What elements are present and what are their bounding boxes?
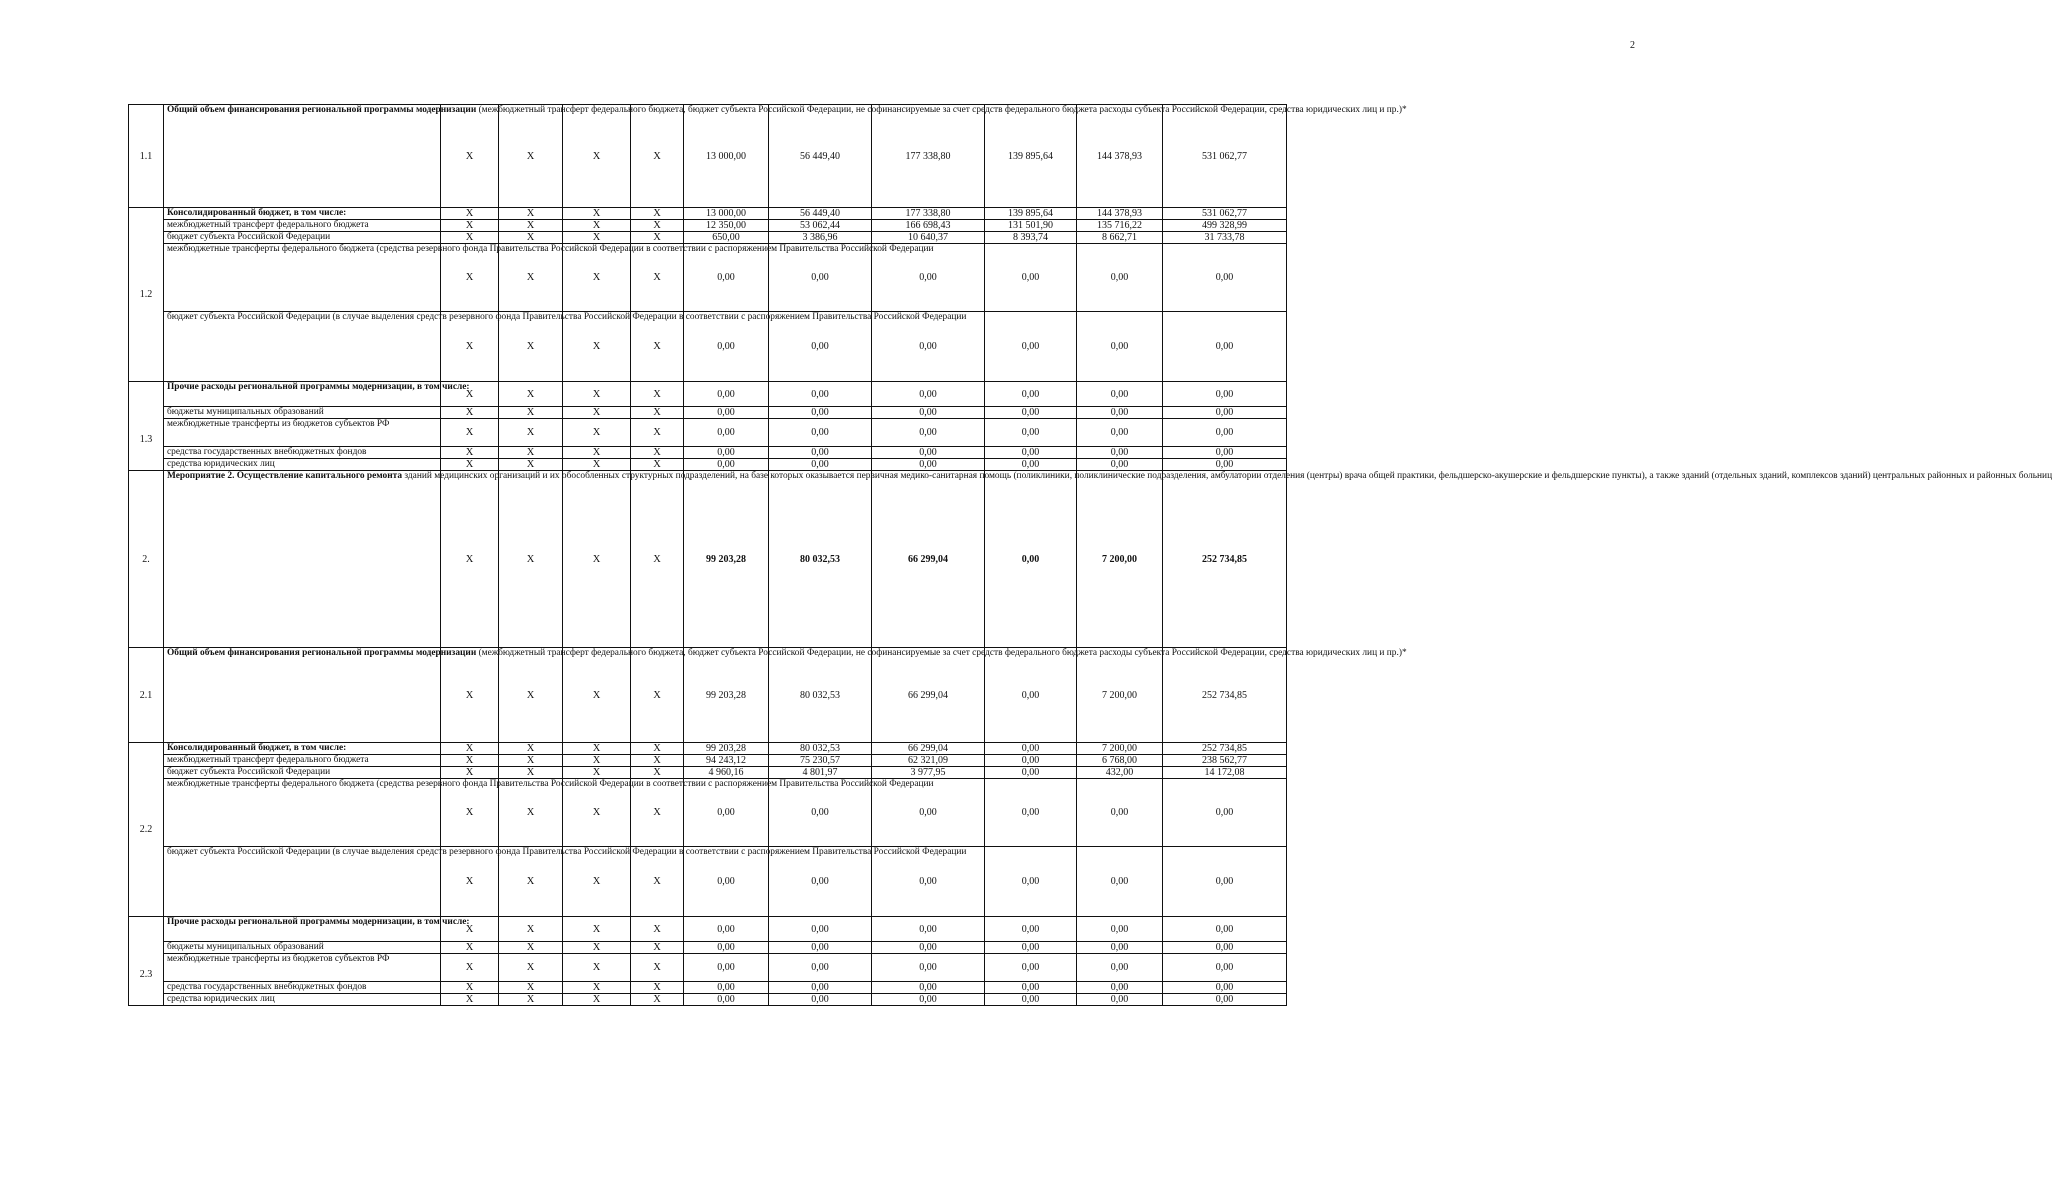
cell-x: X [631, 244, 684, 312]
table-row [129, 208, 1287, 220]
row-description: бюджет субъекта Российской Федерации (в случае выделения средств резервного фонда Правительства Российской Федерации в соответствии с распоряжением Правительства Российской Федерации [164, 312, 441, 382]
cell-x: X [499, 459, 563, 471]
cell-value: 0,00 [769, 982, 872, 994]
cell-value: 0,00 [872, 447, 985, 459]
cell-value: 0,00 [985, 382, 1077, 407]
cell-x: X [563, 942, 631, 954]
cell-x: X [441, 648, 499, 743]
cell-value: 0,00 [872, 244, 985, 312]
cell-x: X [499, 994, 563, 1006]
cell-x: X [563, 459, 631, 471]
cell-x: X [631, 942, 684, 954]
cell-x: X [631, 917, 684, 942]
cell-value: 0,00 [1077, 382, 1163, 407]
cell-x: X [563, 743, 631, 755]
cell-x: X [631, 407, 684, 419]
cell-x: X [563, 208, 631, 220]
cell-value: 7 200,00 [1077, 743, 1163, 755]
cell-value: 14 172,08 [1163, 767, 1287, 779]
row-description: средства государственных внебюджетных фондов [164, 982, 441, 994]
cell-x: X [499, 105, 563, 208]
cell-value: 66 299,04 [872, 471, 985, 648]
cell-value: 0,00 [985, 244, 1077, 312]
cell-value: 0,00 [1077, 407, 1163, 419]
cell-value: 0,00 [872, 917, 985, 942]
cell-value: 0,00 [1163, 847, 1287, 917]
cell-x: X [499, 220, 563, 232]
cell-value: 7 200,00 [1077, 648, 1163, 743]
cell-x: X [563, 917, 631, 942]
cell-x: X [441, 459, 499, 471]
table-row [129, 244, 1287, 312]
cell-value: 10 640,37 [872, 232, 985, 244]
cell-x: X [441, 779, 499, 847]
cell-value: 0,00 [1077, 847, 1163, 917]
cell-x: X [441, 942, 499, 954]
financing-table [128, 104, 2052, 1006]
cell-value: 94 243,12 [684, 755, 769, 767]
row-number: 2.1 [129, 648, 164, 743]
cell-value: 31 733,78 [1163, 232, 1287, 244]
table-row [129, 755, 1287, 767]
cell-value: 13 000,00 [684, 208, 769, 220]
cell-value: 13 000,00 [684, 105, 769, 208]
cell-value: 0,00 [872, 312, 985, 382]
row-description: межбюджетные трансферты из бюджетов субъектов РФ [164, 954, 441, 982]
cell-value: 0,00 [684, 312, 769, 382]
cell-value: 99 203,28 [684, 648, 769, 743]
cell-value: 0,00 [872, 407, 985, 419]
row-description: бюджет субъекта Российской Федерации (в случае выделения средств резервного фонда Правительства Российской Федерации в соответствии с распоряжением Правительства Российской Федерации [164, 847, 441, 917]
cell-value: 0,00 [684, 917, 769, 942]
row-description: межбюджетные трансферты из бюджетов субъектов РФ [164, 419, 441, 447]
cell-value: 144 378,93 [1077, 105, 1163, 208]
cell-x: X [441, 382, 499, 407]
cell-x: X [499, 779, 563, 847]
cell-value: 0,00 [684, 779, 769, 847]
row-description: Консолидированный бюджет, в том числе: [164, 743, 441, 755]
cell-value: 0,00 [1077, 982, 1163, 994]
cell-x: X [499, 471, 563, 648]
cell-value: 0,00 [1077, 419, 1163, 447]
cell-value: 75 230,57 [769, 755, 872, 767]
cell-x: X [631, 471, 684, 648]
cell-x: X [631, 755, 684, 767]
table-row [129, 982, 1287, 994]
cell-value: 12 350,00 [684, 220, 769, 232]
cell-x: X [499, 648, 563, 743]
table-row [129, 954, 1287, 982]
cell-value: 0,00 [769, 382, 872, 407]
cell-x: X [499, 208, 563, 220]
cell-x: X [631, 779, 684, 847]
cell-value: 0,00 [1163, 917, 1287, 942]
cell-value: 0,00 [769, 994, 872, 1006]
cell-value: 0,00 [769, 954, 872, 982]
cell-x: X [631, 220, 684, 232]
cell-value: 0,00 [684, 847, 769, 917]
cell-x: X [631, 743, 684, 755]
cell-value: 499 328,99 [1163, 220, 1287, 232]
cell-x: X [441, 419, 499, 447]
cell-x: X [563, 312, 631, 382]
cell-value: 0,00 [985, 407, 1077, 419]
cell-value: 0,00 [985, 767, 1077, 779]
cell-value: 0,00 [1163, 407, 1287, 419]
cell-value: 8 393,74 [985, 232, 1077, 244]
cell-value: 166 698,43 [872, 220, 985, 232]
cell-value: 0,00 [684, 407, 769, 419]
cell-x: X [563, 220, 631, 232]
cell-value: 0,00 [684, 982, 769, 994]
cell-value: 0,00 [872, 982, 985, 994]
cell-value: 0,00 [1163, 382, 1287, 407]
cell-x: X [441, 994, 499, 1006]
cell-value: 0,00 [684, 244, 769, 312]
table-row [129, 767, 1287, 779]
cell-value: 135 716,22 [1077, 220, 1163, 232]
cell-x: X [441, 208, 499, 220]
cell-value: 7 200,00 [1077, 471, 1163, 648]
cell-x: X [441, 232, 499, 244]
cell-value: 0,00 [872, 994, 985, 1006]
cell-value: 0,00 [872, 847, 985, 917]
cell-x: X [563, 755, 631, 767]
cell-x: X [499, 942, 563, 954]
cell-value: 0,00 [985, 942, 1077, 954]
table-row [129, 419, 1287, 447]
cell-value: 3 386,96 [769, 232, 872, 244]
cell-value: 0,00 [985, 917, 1077, 942]
cell-value: 56 449,40 [769, 105, 872, 208]
cell-value: 0,00 [1077, 459, 1163, 471]
cell-x: X [631, 105, 684, 208]
cell-value: 139 895,64 [985, 208, 1077, 220]
cell-x: X [441, 312, 499, 382]
row-description: бюджеты муниципальных образований [164, 942, 441, 954]
cell-value: 0,00 [769, 447, 872, 459]
cell-x: X [441, 847, 499, 917]
table-row [129, 994, 1287, 1006]
cell-value: 0,00 [769, 847, 872, 917]
cell-x: X [563, 244, 631, 312]
cell-value: 0,00 [872, 419, 985, 447]
cell-value: 0,00 [684, 954, 769, 982]
row-description: Прочие расходы региональной программы модернизации, в том числе: [164, 382, 441, 407]
cell-x: X [499, 954, 563, 982]
cell-value: 0,00 [1163, 244, 1287, 312]
cell-value: 0,00 [872, 954, 985, 982]
cell-value: 0,00 [1077, 917, 1163, 942]
cell-value: 531 062,77 [1163, 208, 1287, 220]
row-number: 1.3 [129, 382, 164, 471]
cell-x: X [631, 459, 684, 471]
cell-x: X [499, 232, 563, 244]
cell-value: 3 977,95 [872, 767, 985, 779]
table-row [129, 447, 1287, 459]
cell-value: 8 662,71 [1077, 232, 1163, 244]
row-description: бюджет субъекта Российской Федерации [164, 232, 441, 244]
cell-x: X [441, 105, 499, 208]
cell-value: 0,00 [1163, 994, 1287, 1006]
cell-x: X [441, 743, 499, 755]
cell-value: 0,00 [769, 942, 872, 954]
cell-value: 0,00 [985, 847, 1077, 917]
cell-x: X [563, 232, 631, 244]
cell-x: X [563, 382, 631, 407]
cell-x: X [441, 407, 499, 419]
cell-value: 0,00 [985, 447, 1077, 459]
cell-x: X [441, 982, 499, 994]
row-number: 2.2 [129, 743, 164, 917]
cell-x: X [631, 994, 684, 1006]
cell-x: X [499, 982, 563, 994]
row-description: Общий объем финансирования региональной программы модернизации (межбюджетный трансферт федерального бюджета, бюджет субъекта Российской Федерации, не софинансируемые за счет средств федерального бюджета расходы субъекта Российской Федерации, средства юридических лиц и пр.)* [164, 648, 441, 743]
cell-value: 0,00 [872, 779, 985, 847]
row-description: межбюджетные трансферты федерального бюджета (средства резервного фонда Правительства Российской Федерации в соответствии с распоряжением Правительства Российской Федерации [164, 779, 441, 847]
cell-value: 238 562,77 [1163, 755, 1287, 767]
cell-value: 80 032,53 [769, 471, 872, 648]
cell-value: 0,00 [684, 942, 769, 954]
cell-value: 0,00 [769, 407, 872, 419]
row-number: 1.1 [129, 105, 164, 208]
cell-x: X [631, 648, 684, 743]
cell-value: 0,00 [985, 755, 1077, 767]
cell-value: 0,00 [1077, 447, 1163, 459]
cell-value: 66 299,04 [872, 648, 985, 743]
cell-value: 0,00 [1163, 419, 1287, 447]
table-row [129, 459, 1287, 471]
cell-value: 0,00 [1163, 954, 1287, 982]
row-description: средства юридических лиц [164, 459, 441, 471]
cell-x: X [631, 847, 684, 917]
table-row [129, 105, 1287, 208]
cell-x: X [441, 755, 499, 767]
cell-value: 0,00 [872, 382, 985, 407]
row-description: бюджет субъекта Российской Федерации [164, 767, 441, 779]
cell-value: 0,00 [1163, 459, 1287, 471]
table-row [129, 382, 1287, 407]
cell-x: X [631, 382, 684, 407]
row-description: межбюджетный трансферт федерального бюджета [164, 220, 441, 232]
cell-value: 0,00 [872, 942, 985, 954]
cell-value: 99 203,28 [684, 743, 769, 755]
cell-value: 0,00 [769, 779, 872, 847]
cell-value: 80 032,53 [769, 648, 872, 743]
cell-value: 0,00 [985, 312, 1077, 382]
cell-x: X [563, 982, 631, 994]
cell-x: X [499, 755, 563, 767]
cell-x: X [499, 312, 563, 382]
cell-x: X [441, 471, 499, 648]
cell-value: 0,00 [985, 743, 1077, 755]
cell-x: X [441, 220, 499, 232]
table-row [129, 743, 1287, 755]
cell-value: 144 378,93 [1077, 208, 1163, 220]
cell-value: 0,00 [684, 382, 769, 407]
cell-value: 53 062,44 [769, 220, 872, 232]
cell-value: 0,00 [1077, 779, 1163, 847]
table-row [129, 917, 1287, 942]
cell-x: X [563, 847, 631, 917]
cell-x: X [499, 917, 563, 942]
row-description: Мероприятие 2. Осуществление капитального ремонта зданий медицинских организаций и их обособленных структурных подразделений, на базе которых оказывается первичная медико-санитарная помощь (поликлиники, поликлинические подразделения, амбулатории отделения (центры) врача общей практики, фельдшерско-акушерские и фельдшерские пункты), а также зданий (отдельных зданий, комплексов зданий) центральных районных и районных больниц [164, 471, 441, 648]
cell-x: X [441, 767, 499, 779]
row-number: 2.3 [129, 917, 164, 1006]
cell-x: X [631, 767, 684, 779]
cell-value: 0,00 [985, 471, 1077, 648]
cell-value: 0,00 [985, 779, 1077, 847]
cell-value: 252 734,85 [1163, 648, 1287, 743]
cell-x: X [631, 312, 684, 382]
row-description: бюджеты муниципальных образований [164, 407, 441, 419]
cell-value: 0,00 [985, 459, 1077, 471]
cell-x: X [441, 447, 499, 459]
cell-value: 0,00 [684, 994, 769, 1006]
cell-value: 0,00 [769, 459, 872, 471]
cell-value: 0,00 [1163, 942, 1287, 954]
cell-x: X [631, 982, 684, 994]
cell-value: 0,00 [1077, 954, 1163, 982]
table-row [129, 232, 1287, 244]
cell-x: X [441, 244, 499, 312]
table-row [129, 471, 1287, 648]
cell-value: 66 299,04 [872, 743, 985, 755]
cell-value: 4 960,16 [684, 767, 769, 779]
cell-x: X [563, 994, 631, 1006]
cell-x: X [563, 105, 631, 208]
cell-x: X [563, 767, 631, 779]
cell-value: 139 895,64 [985, 105, 1077, 208]
table-row [129, 847, 1287, 917]
cell-value: 0,00 [872, 459, 985, 471]
page-number: 2 [1630, 40, 1635, 51]
cell-x: X [631, 954, 684, 982]
cell-value: 56 449,40 [769, 208, 872, 220]
cell-x: X [499, 382, 563, 407]
cell-x: X [631, 208, 684, 220]
cell-value: 0,00 [1077, 244, 1163, 312]
table-row [129, 407, 1287, 419]
row-number: 2. [129, 471, 164, 648]
table-row [129, 648, 1287, 743]
table-row [129, 220, 1287, 232]
cell-value: 0,00 [1163, 779, 1287, 847]
cell-value: 0,00 [1077, 942, 1163, 954]
cell-x: X [499, 407, 563, 419]
cell-x: X [563, 447, 631, 459]
cell-x: X [499, 767, 563, 779]
cell-value: 0,00 [1077, 312, 1163, 382]
row-description: средства юридических лиц [164, 994, 441, 1006]
cell-x: X [499, 743, 563, 755]
cell-value: 0,00 [1163, 312, 1287, 382]
cell-value: 0,00 [1163, 982, 1287, 994]
cell-value: 0,00 [985, 982, 1077, 994]
table-row [129, 312, 1287, 382]
cell-value: 0,00 [769, 917, 872, 942]
cell-value: 0,00 [769, 244, 872, 312]
row-number: 1.2 [129, 208, 164, 382]
row-description: межбюджетный трансферт федерального бюджета [164, 755, 441, 767]
cell-x: X [441, 954, 499, 982]
cell-x: X [563, 471, 631, 648]
row-description: Прочие расходы региональной программы модернизации, в том числе: [164, 917, 441, 942]
cell-x: X [631, 447, 684, 459]
cell-value: 0,00 [769, 419, 872, 447]
cell-x: X [563, 954, 631, 982]
cell-x: X [499, 847, 563, 917]
cell-x: X [563, 419, 631, 447]
cell-value: 4 801,97 [769, 767, 872, 779]
cell-value: 0,00 [985, 954, 1077, 982]
cell-value: 0,00 [985, 648, 1077, 743]
cell-value: 0,00 [684, 447, 769, 459]
cell-x: X [441, 917, 499, 942]
cell-value: 0,00 [985, 994, 1077, 1006]
cell-x: X [631, 232, 684, 244]
cell-value: 432,00 [1077, 767, 1163, 779]
cell-value: 252 734,85 [1163, 471, 1287, 648]
cell-value: 0,00 [1077, 994, 1163, 1006]
row-description: Общий объем финансирования региональной программы модернизации (межбюджетный трансферт федерального бюджета, бюджет субъекта Российской Федерации, не софинансируемые за счет средств федерального бюджета расходы субъекта Российской Федерации, средства юридических лиц и пр.)* [164, 105, 441, 208]
cell-value: 80 032,53 [769, 743, 872, 755]
cell-value: 0,00 [985, 419, 1077, 447]
cell-value: 177 338,80 [872, 105, 985, 208]
row-description: межбюджетные трансферты федерального бюджета (средства резервного фонда Правительства Российской Федерации в соответствии с распоряжением Правительства Российской Федерации [164, 244, 441, 312]
table-row [129, 779, 1287, 847]
row-description: Консолидированный бюджет, в том числе: [164, 208, 441, 220]
cell-value: 6 768,00 [1077, 755, 1163, 767]
cell-value: 0,00 [684, 459, 769, 471]
cell-x: X [499, 244, 563, 312]
cell-value: 0,00 [769, 312, 872, 382]
cell-x: X [499, 447, 563, 459]
cell-value: 131 501,90 [985, 220, 1077, 232]
cell-x: X [563, 648, 631, 743]
cell-value: 650,00 [684, 232, 769, 244]
cell-value: 99 203,28 [684, 471, 769, 648]
cell-value: 252 734,85 [1163, 743, 1287, 755]
cell-value: 177 338,80 [872, 208, 985, 220]
cell-value: 0,00 [1163, 447, 1287, 459]
row-description: средства государственных внебюджетных фондов [164, 447, 441, 459]
cell-value: 531 062,77 [1163, 105, 1287, 208]
cell-x: X [563, 407, 631, 419]
cell-value: 0,00 [684, 419, 769, 447]
cell-x: X [563, 779, 631, 847]
table-row [129, 942, 1287, 954]
cell-x: X [499, 419, 563, 447]
cell-value: 62 321,09 [872, 755, 985, 767]
cell-x: X [631, 419, 684, 447]
